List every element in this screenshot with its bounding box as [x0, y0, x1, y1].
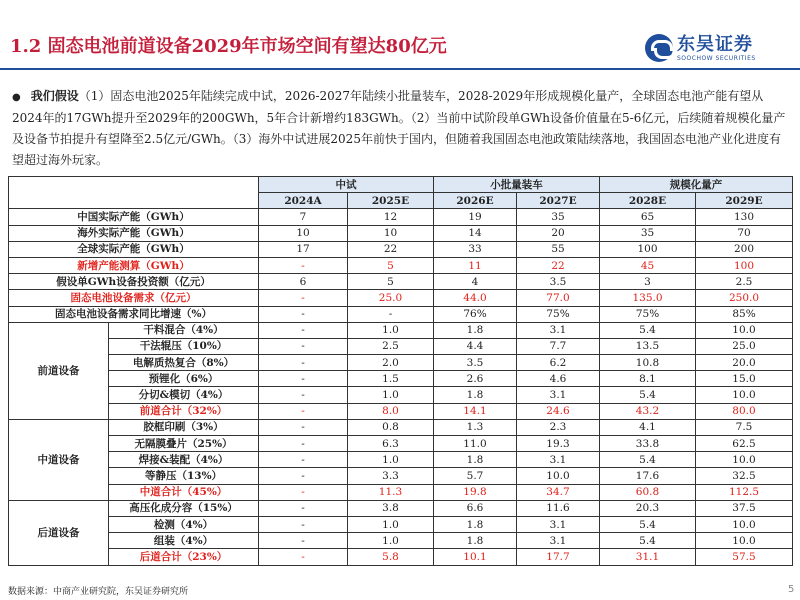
value-cell: -: [259, 355, 348, 371]
value-cell: 4.6: [517, 371, 600, 387]
value-cell: 75%: [517, 306, 600, 322]
year-header: 2028E: [600, 193, 696, 209]
value-cell: 10.0: [696, 322, 793, 338]
row-label: 固态电池设备需求（亿元）: [9, 290, 259, 306]
row-label: 前道合计（32%）: [109, 403, 259, 419]
value-cell: 20.3: [600, 500, 696, 516]
value-cell: 4: [434, 274, 517, 290]
row-label: 假设单GWh设备投资额（亿元）: [9, 274, 259, 290]
assumption-paragraph: [12, 86, 790, 171]
row-label: 后道合计（23%）: [109, 549, 259, 565]
value-cell: 15.0: [696, 371, 793, 387]
table-row: [9, 371, 793, 387]
value-cell: 3.5: [517, 274, 600, 290]
value-cell: -: [259, 500, 348, 516]
year-header: 2026E: [434, 193, 517, 209]
value-cell: 100: [600, 241, 696, 257]
value-cell: 37.5: [696, 500, 793, 516]
row-label: 固态电池设备需求同比增速（%）: [9, 306, 259, 322]
row-label: 分切&模切（4%）: [109, 387, 259, 403]
row-label: 海外实际产能（GWh）: [9, 225, 259, 241]
value-cell: 62.5: [696, 436, 793, 452]
value-cell: 4.1: [600, 419, 696, 435]
value-cell: -: [259, 387, 348, 403]
value-cell: 19: [434, 209, 517, 225]
value-cell: 1.0: [348, 387, 434, 403]
value-cell: 45: [600, 257, 696, 273]
row-label: 新增产能测算（GWh）: [9, 257, 259, 273]
year-header: 2024A: [259, 193, 348, 209]
value-cell: 34.7: [517, 484, 600, 500]
value-cell: 3.1: [517, 516, 600, 532]
paragraph-lead: 我们假设: [30, 89, 79, 103]
row-label: 干料混合（4%）: [109, 322, 259, 338]
value-cell: 11.0: [434, 436, 517, 452]
value-cell: 33: [434, 241, 517, 257]
value-cell: 3.1: [517, 387, 600, 403]
value-cell: 80.0: [696, 403, 793, 419]
value-cell: 1.0: [348, 533, 434, 549]
value-cell: -: [259, 371, 348, 387]
value-cell: 8.0: [348, 403, 434, 419]
value-cell: 5.7: [434, 468, 517, 484]
table-row: [9, 209, 793, 225]
row-label: 中道合计（45%）: [109, 484, 259, 500]
value-cell: 14: [434, 225, 517, 241]
page-title: 1.2 固态电池前道设备2029年市场空间有望达80亿元: [10, 36, 447, 57]
logo-name-en: SOOCHOW SECURITIES: [677, 54, 756, 62]
value-cell: 4.4: [434, 338, 517, 354]
value-cell: 10.0: [696, 533, 793, 549]
table-row: [9, 257, 793, 273]
row-label: 等静压（13%）: [109, 468, 259, 484]
table-row: [9, 484, 793, 500]
value-cell: 1.8: [434, 516, 517, 532]
value-cell: 14.1: [434, 403, 517, 419]
value-cell: -: [259, 306, 348, 322]
value-cell: 5.4: [600, 533, 696, 549]
group-label: 后道设备: [9, 500, 109, 565]
value-cell: 33.8: [600, 436, 696, 452]
value-cell: 19.3: [517, 436, 600, 452]
value-cell: 17.6: [600, 468, 696, 484]
data-source: 数据来源：中商产业研究院，东吴证券研究所: [8, 587, 189, 597]
value-cell: 5.4: [600, 322, 696, 338]
value-cell: 19.8: [434, 484, 517, 500]
value-cell: 65: [600, 209, 696, 225]
value-cell: -: [259, 322, 348, 338]
value-cell: 10.0: [517, 468, 600, 484]
value-cell: 5: [348, 257, 434, 273]
company-logo: [645, 34, 756, 62]
value-cell: 55: [517, 241, 600, 257]
logo-name-cn: 东吴证券: [677, 33, 753, 55]
value-cell: 35: [517, 209, 600, 225]
paragraph-text: （1）固态电池2025年陆续完成中试，2026-2027年陆续小批量装车，2028-2029年形成规模化量产，全球固态电池产能有望从2024年的17GWh提升至2029年的200GWh，5年合计新增约183GWh。（2）当前中试阶段单GWh设备价值量在5-6亿元，后续随着规模化量产及设备节拍提升有望降至2.5亿元/GWh。（3）海外中试进展2025年前快于国内，但随着我国固态电池政策陆续落地，我国固态电池产业化进度有望超过海外玩家。: [12, 89, 786, 167]
logo-icon: [645, 34, 673, 62]
table-row: [9, 468, 793, 484]
value-cell: 11.3: [348, 484, 434, 500]
row-label: 干法辊压（10%）: [109, 338, 259, 354]
value-cell: 3.8: [348, 500, 434, 516]
value-cell: -: [259, 533, 348, 549]
value-cell: 3.3: [348, 468, 434, 484]
row-label: 胶框印刷（3%）: [109, 419, 259, 435]
row-label: 全球实际产能（GWh）: [9, 241, 259, 257]
value-cell: 2.5: [696, 274, 793, 290]
value-cell: 1.0: [348, 516, 434, 532]
value-cell: 3.1: [517, 452, 600, 468]
bullet-icon: ●: [12, 92, 21, 103]
stage-header: 小批量装车: [434, 177, 600, 193]
row-label: 预锂化（6%）: [109, 371, 259, 387]
value-cell: 5: [348, 274, 434, 290]
value-cell: 135.0: [600, 290, 696, 306]
value-cell: 1.3: [434, 419, 517, 435]
value-cell: 10: [259, 225, 348, 241]
value-cell: 3.1: [517, 533, 600, 549]
value-cell: 5.4: [600, 516, 696, 532]
value-cell: -: [259, 484, 348, 500]
value-cell: 3.5: [434, 355, 517, 371]
table-row: [9, 436, 793, 452]
table-row: [9, 403, 793, 419]
table-row: [9, 387, 793, 403]
value-cell: 77.0: [517, 290, 600, 306]
value-cell: 20.0: [696, 355, 793, 371]
value-cell: 7.5: [696, 419, 793, 435]
row-label: 中国实际产能（GWh）: [9, 209, 259, 225]
value-cell: -: [348, 306, 434, 322]
value-cell: 75%: [600, 306, 696, 322]
value-cell: 1.8: [434, 452, 517, 468]
table-row: [9, 419, 793, 435]
value-cell: -: [259, 403, 348, 419]
value-cell: 25.0: [348, 290, 434, 306]
value-cell: 17: [259, 241, 348, 257]
value-cell: 32.5: [696, 468, 793, 484]
table-row: [9, 338, 793, 354]
value-cell: 5.4: [600, 452, 696, 468]
value-cell: -: [259, 419, 348, 435]
header-corner: [9, 177, 259, 209]
table-row: [9, 274, 793, 290]
table-row: [9, 306, 793, 322]
value-cell: 10.1: [434, 549, 517, 565]
value-cell: 130: [696, 209, 793, 225]
value-cell: 2.5: [348, 338, 434, 354]
value-cell: 10.0: [696, 516, 793, 532]
value-cell: -: [259, 516, 348, 532]
table-row: [9, 452, 793, 468]
value-cell: 43.2: [600, 403, 696, 419]
year-header: 2029E: [696, 193, 793, 209]
value-cell: 20: [517, 225, 600, 241]
value-cell: 10.8: [600, 355, 696, 371]
header-rule: [0, 68, 800, 70]
value-cell: 60.8: [600, 484, 696, 500]
value-cell: -: [259, 436, 348, 452]
row-label: 焊接&装配（4%）: [109, 452, 259, 468]
value-cell: 2.3: [517, 419, 600, 435]
table-row: [9, 322, 793, 338]
value-cell: 10.0: [696, 452, 793, 468]
table-row: [9, 225, 793, 241]
value-cell: 0.8: [348, 419, 434, 435]
value-cell: 6.3: [348, 436, 434, 452]
value-cell: 3.1: [517, 322, 600, 338]
value-cell: 1.8: [434, 387, 517, 403]
value-cell: 35: [600, 225, 696, 241]
value-cell: 31.1: [600, 549, 696, 565]
value-cell: 57.5: [696, 549, 793, 565]
stage-header: 规模化量产: [600, 177, 793, 193]
row-label: 无隔膜叠片（25%）: [109, 436, 259, 452]
value-cell: 1.0: [348, 452, 434, 468]
value-cell: 6.6: [434, 500, 517, 516]
stage-header: 中试: [259, 177, 434, 193]
group-label: 中道设备: [9, 419, 109, 500]
value-cell: 10.0: [696, 387, 793, 403]
value-cell: 1.5: [348, 371, 434, 387]
value-cell: 112.5: [696, 484, 793, 500]
value-cell: -: [259, 257, 348, 273]
value-cell: 1.8: [434, 533, 517, 549]
table-row: [9, 500, 793, 516]
value-cell: 6.2: [517, 355, 600, 371]
value-cell: 44.0: [434, 290, 517, 306]
value-cell: 25.0: [696, 338, 793, 354]
value-cell: 85%: [696, 306, 793, 322]
value-cell: 11.6: [517, 500, 600, 516]
value-cell: -: [259, 452, 348, 468]
value-cell: 200: [696, 241, 793, 257]
group-label: 前道设备: [9, 322, 109, 419]
value-cell: -: [259, 290, 348, 306]
year-header: 2025E: [348, 193, 434, 209]
value-cell: 100: [696, 257, 793, 273]
value-cell: 12: [348, 209, 434, 225]
value-cell: 5.4: [600, 387, 696, 403]
value-cell: 7: [259, 209, 348, 225]
value-cell: 70: [696, 225, 793, 241]
value-cell: -: [259, 468, 348, 484]
value-cell: 250.0: [696, 290, 793, 306]
page-number: 5: [788, 584, 795, 595]
value-cell: 6: [259, 274, 348, 290]
value-cell: 22: [517, 257, 600, 273]
value-cell: -: [259, 338, 348, 354]
value-cell: -: [259, 549, 348, 565]
value-cell: 5.8: [348, 549, 434, 565]
row-label: 高压化成分容（15%）: [109, 500, 259, 516]
value-cell: 22: [348, 241, 434, 257]
year-header: 2027E: [517, 193, 600, 209]
stage-header-row: [9, 177, 793, 193]
value-cell: 24.6: [517, 403, 600, 419]
value-cell: 1.0: [348, 322, 434, 338]
table-row: [9, 549, 793, 565]
value-cell: 17.7: [517, 549, 600, 565]
row-label: 检测（4%）: [109, 516, 259, 532]
value-cell: 11: [434, 257, 517, 273]
value-cell: 1.8: [434, 322, 517, 338]
value-cell: 10: [348, 225, 434, 241]
row-label: 组装（4%）: [109, 533, 259, 549]
value-cell: 2.6: [434, 371, 517, 387]
value-cell: 76%: [434, 306, 517, 322]
forecast-table: [8, 176, 793, 566]
table-row: [9, 355, 793, 371]
table-row: [9, 516, 793, 532]
table-row: [9, 290, 793, 306]
value-cell: 2.0: [348, 355, 434, 371]
row-label: 电解质热复合（8%）: [109, 355, 259, 371]
table-row: [9, 241, 793, 257]
value-cell: 13.5: [600, 338, 696, 354]
value-cell: 7.7: [517, 338, 600, 354]
table-row: [9, 533, 793, 549]
value-cell: 3: [600, 274, 696, 290]
value-cell: 8.1: [600, 371, 696, 387]
